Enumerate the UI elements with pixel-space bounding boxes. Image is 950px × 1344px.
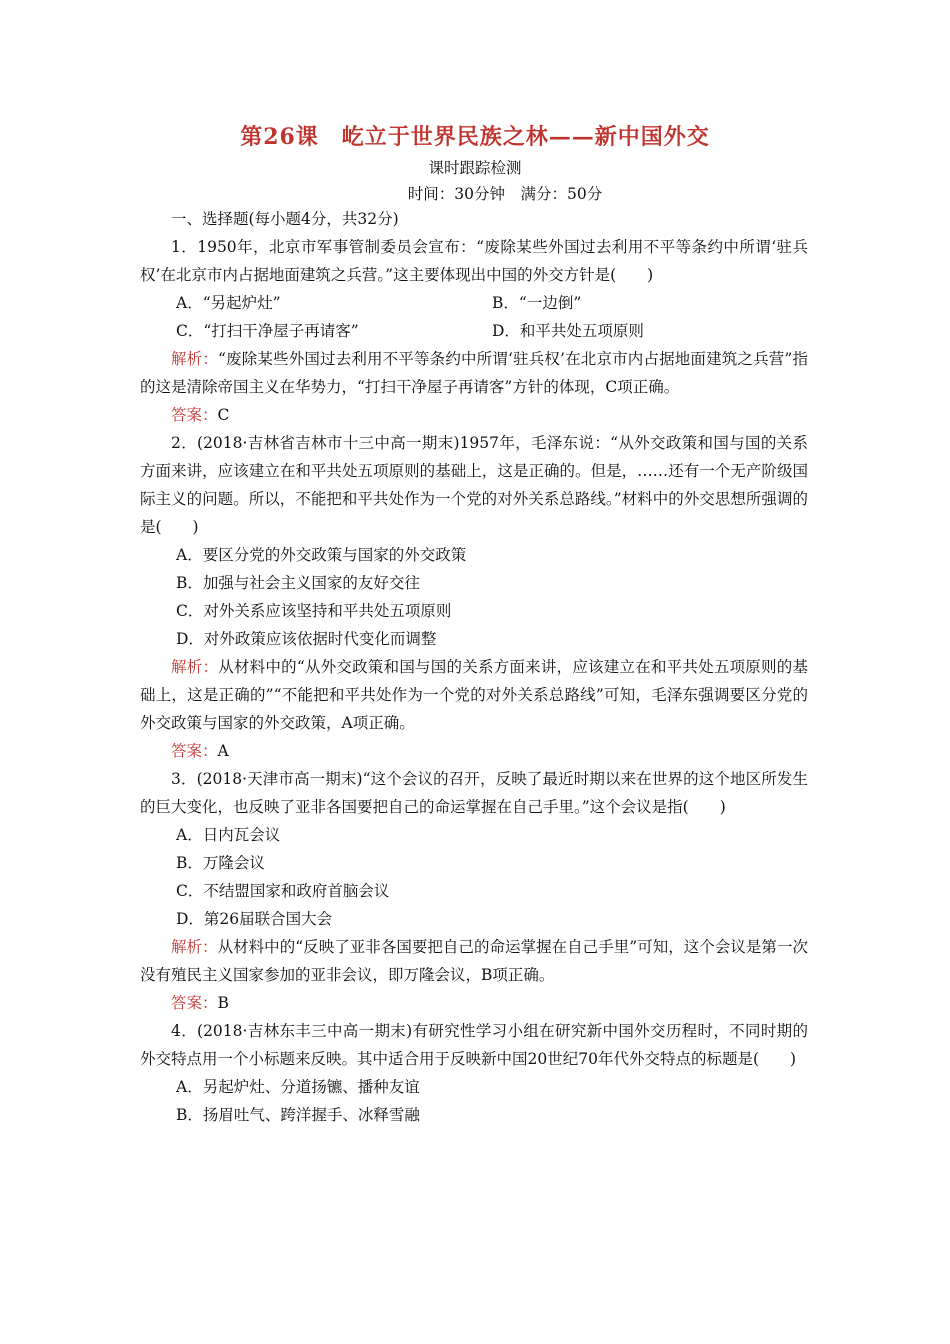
question-1-options-row-1 [140, 289, 808, 317]
question-3-option-d: D．第26届联合国大会 [176, 910, 333, 928]
analysis-text: 从材料中的“从外交政策和国与国的关系方面来讲，应该建立在和平共处五项原则的基础上，这是正确的”“不能把和平共处作为一个党的对外关系总路线”可知，毛泽东强调要区分党的外交政策与国家的外交政策，A项正确。 [140, 658, 808, 732]
question-4-option-b: B．扬眉吐气、跨洋握手、冰释雪融 [176, 1106, 420, 1124]
question-1-analysis [140, 345, 808, 401]
question-3-stem: 3．(2018·天津市高一期末)“这个会议的召开，反映了最近时期以来在世界的这个地区所发生的巨大变化，也反映了亚非各国要把自己的命运掌握在自己手里。”这个会议是指( ) [140, 770, 808, 816]
answer-value: C [217, 406, 230, 424]
question-2-option-d: D．对外政策应该依据时代变化而调整 [176, 630, 437, 648]
section-heading: 一、选择题(每小题4分，共32分) [171, 210, 399, 228]
question-1-stem: 1．1950年，北京市军事管制委员会宣布：“废除某些外国过去利用不平等条约中所谓‘驻兵权’在北京市内占据地面建筑之兵营。”这主要体现出中国的外交方针是( ) [140, 238, 808, 284]
content-body [140, 205, 808, 1129]
question-4-option-a: A．另起炉灶、分道扬镳、播种友谊 [176, 1078, 420, 1096]
answer-label: 答案： [171, 406, 218, 424]
answer-value: A [217, 742, 229, 760]
question-2-analysis [140, 653, 808, 737]
question-4-stem: 4．(2018·吉林东丰三中高一期末)有研究性学习小组在研究新中国外交历程时，不同时期的外交特点用一个小标题来反映。其中适合用于反映新中国20世纪70年代外交特点的标题是( ) [140, 1022, 808, 1068]
answer-label: 答案： [171, 742, 218, 760]
question-3-option-c: C．不结盟国家和政府首脑会议 [176, 882, 390, 900]
analysis-text: “废除某些外国过去利用不平等条约中所谓‘驻兵权’在北京市内占据地面建筑之兵营”指的这是清除帝国主义在华势力，“打扫干净屋子再请客”方针的体现，C项正确。 [140, 350, 808, 396]
answer-label: 答案： [171, 994, 218, 1012]
lesson-title: 第26课 屹立于世界民族之林——新中国外交 [240, 124, 710, 150]
question-1-option-a: A．“另起炉灶” [176, 294, 281, 312]
question-3-option-b: B．万隆会议 [176, 854, 265, 872]
question-1-option-c: C．“打扫干净屋子再请客” [176, 322, 359, 340]
analysis-label: 解析： [171, 658, 219, 676]
question-2-stem: 2．(2018·吉林省吉林市十三中高一期末)1957年，毛泽东说：“从外交政策和国与国的关系方面来讲，应该建立在和平共处五项原则的基础上，这是正确的。但是，……还有一个无产阶级国际主义的问题。所以，不能把和平共处作为一个党的对外关系总路线。”材料中的外交思想所强调的是( ) [140, 434, 808, 536]
question-1-option-d: D．和平共处五项原则 [492, 322, 644, 340]
lesson-subtitle: 课时跟踪检测 [428, 159, 522, 177]
time-score-info: 时间：30分钟 满分：50分 [407, 185, 603, 203]
analysis-label: 解析： [171, 938, 218, 956]
analysis-label: 解析： [171, 350, 218, 368]
question-1-option-b: B．“一边倒” [492, 294, 582, 312]
question-2-option-b: B．加强与社会主义国家的友好交往 [176, 574, 420, 592]
question-2-option-a: A．要区分党的外交政策与国家的外交政策 [176, 546, 467, 564]
question-3-analysis [140, 933, 808, 989]
analysis-text: 从材料中的“反映了亚非各国要把自己的命运掌握在自己手里”可知，这个会议是第一次没有殖民主义国家参加的亚非会议，即万隆会议，B项正确。 [140, 938, 808, 984]
question-2-option-c: C．对外关系应该坚持和平共处五项原则 [176, 602, 452, 620]
answer-value: B [217, 994, 229, 1012]
question-2-answer [140, 737, 808, 765]
question-1-answer [140, 401, 808, 429]
question-3-option-a: A．日内瓦会议 [176, 826, 281, 844]
question-1-options-row-2 [140, 317, 808, 345]
question-3-answer [140, 989, 808, 1017]
